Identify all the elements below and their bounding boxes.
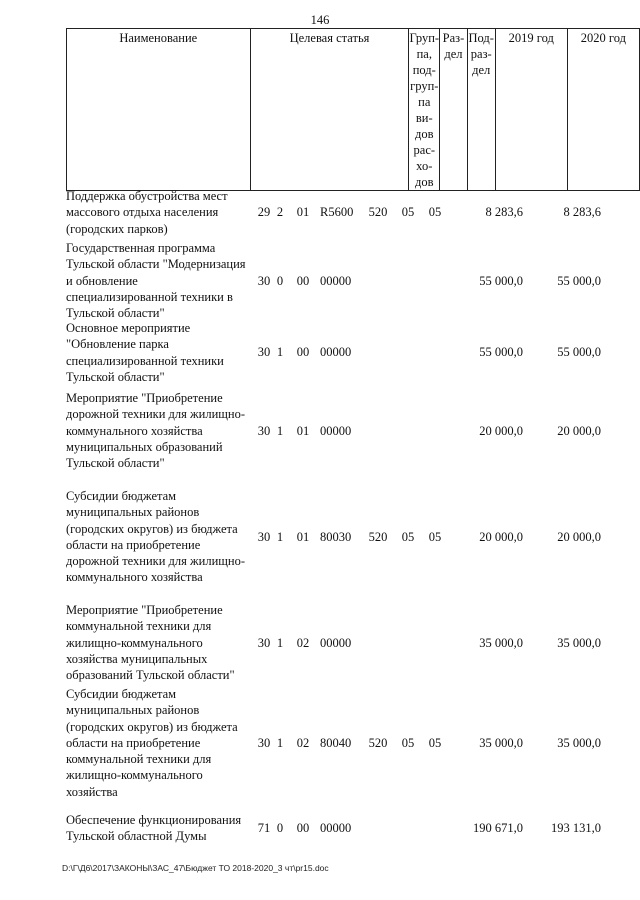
cell-amount-2020: 20 000,0 xyxy=(557,423,601,438)
row-name-line: Основное мероприятие xyxy=(66,321,191,335)
header-expense-group-line: под- xyxy=(412,63,436,77)
cell-subprogram-code: 1 xyxy=(276,735,284,750)
row-name xyxy=(66,686,256,800)
cell-subsection: 05 xyxy=(428,205,442,220)
header-subsection-line: Под- xyxy=(468,31,494,45)
table-row xyxy=(66,812,606,845)
header-subsection xyxy=(467,29,495,191)
cell-direction-code: 00000 xyxy=(320,345,352,360)
cell-program-code: 30 xyxy=(257,273,271,288)
cell-subprogram-code: 1 xyxy=(276,635,284,650)
row-name-line: Обеспечение функционирования xyxy=(66,813,242,827)
row-name-line: муниципальных районов xyxy=(66,703,200,718)
row-name-line: Мероприятие "Приобретение xyxy=(66,391,223,405)
header-subsection-line: раз- xyxy=(470,47,492,61)
cell-direction-code: 00000 xyxy=(320,635,352,650)
cell-subprogram-code: 2 xyxy=(276,205,284,220)
row-name-line: Субсидии бюджетам xyxy=(66,489,177,503)
table-row xyxy=(66,240,606,322)
row-name-line: муниципальных районов xyxy=(66,505,200,520)
table-row xyxy=(66,390,606,472)
row-name-line: хозяйства xyxy=(66,784,118,799)
row-name-line: Поддержка обустройства мест xyxy=(66,189,228,203)
row-name-line: области на приобретение xyxy=(66,537,201,552)
header-expense-group-line: дов xyxy=(415,127,434,141)
row-name xyxy=(66,240,256,321)
cell-amount-2019: 20 000,0 xyxy=(479,423,523,438)
header-expense-group-line: па, xyxy=(416,47,432,61)
cell-program-code: 30 xyxy=(257,635,271,650)
row-name-line: дорожной техники для жилищно- xyxy=(66,407,246,422)
row-name xyxy=(66,390,256,471)
header-year-2019: 2019 год xyxy=(495,29,567,191)
row-name-line: Мероприятие "Приобретение xyxy=(66,603,223,617)
page-number: 146 xyxy=(310,13,330,27)
header-expense-group-line: груп- xyxy=(410,79,439,93)
cell-amount-2019: 55 000,0 xyxy=(479,345,523,360)
cell-expense-group: 520 xyxy=(368,205,388,220)
cell-main-event-code: 00 xyxy=(296,821,310,836)
cell-direction-code: 00000 xyxy=(320,273,352,288)
cell-direction-code: 80040 xyxy=(320,735,352,750)
header-expense-group-line: хо- xyxy=(416,159,433,173)
cell-direction-code: 80030 xyxy=(320,529,352,544)
header-section-line: Раз- xyxy=(442,31,465,45)
cell-direction-code: 00000 xyxy=(320,423,352,438)
cell-subsection: 05 xyxy=(428,735,442,750)
cell-main-event-code: 02 xyxy=(296,735,310,750)
cell-amount-2020: 35 000,0 xyxy=(557,735,601,750)
header-target-article: Целевая статья xyxy=(250,29,409,191)
table-row xyxy=(66,602,606,684)
row-name-line: специализированной техники в xyxy=(66,289,233,304)
row-name xyxy=(66,488,256,586)
row-name-line: массового отдыха населения xyxy=(66,205,219,220)
row-name-line: и обновление xyxy=(66,273,138,288)
row-name-line: Тульской области" xyxy=(66,306,165,321)
row-name-line: муниципальных образований xyxy=(66,439,223,454)
header-expense-group xyxy=(409,29,440,191)
row-name-line: коммунальной техники для xyxy=(66,619,212,634)
table-row xyxy=(66,488,606,586)
header-expense-group-line: дов xyxy=(415,175,434,189)
cell-section: 05 xyxy=(401,529,415,544)
cell-amount-2019: 35 000,0 xyxy=(479,635,523,650)
row-name-line: хозяйства муниципальных xyxy=(66,651,208,666)
cell-program-code: 30 xyxy=(257,423,271,438)
cell-amount-2019: 8 283,6 xyxy=(485,205,523,220)
row-name-line: (городских округов) из бюджета xyxy=(66,719,238,734)
cell-expense-group: 520 xyxy=(368,529,388,544)
cell-subprogram-code: 0 xyxy=(276,273,284,288)
header-subsection-line: дел xyxy=(472,63,491,77)
cell-amount-2020: 193 131,0 xyxy=(551,821,601,836)
cell-main-event-code: 00 xyxy=(296,273,310,288)
cell-subsection: 05 xyxy=(428,529,442,544)
cell-program-code: 30 xyxy=(257,735,271,750)
row-name-line: Субсидии бюджетам xyxy=(66,687,177,701)
row-name xyxy=(66,602,256,683)
row-name-line: жилищно-коммунального xyxy=(66,768,203,783)
cell-main-event-code: 01 xyxy=(296,529,310,544)
cell-amount-2020: 20 000,0 xyxy=(557,529,601,544)
row-name-line: жилищно-коммунального xyxy=(66,635,203,650)
table-row xyxy=(66,320,606,385)
footer-file-path: D:\Г\Д6\2017\ЗАКОНЫ\ЗАС_47\Бюджет ТО 2018-2020_3 чт\pr15.doc xyxy=(62,863,329,873)
row-name-line: коммунальной техники для xyxy=(66,752,212,767)
row-name-line: Тульской областной Думы xyxy=(66,829,207,844)
cell-amount-2019: 190 671,0 xyxy=(473,821,523,836)
row-name-line: Тульской области" xyxy=(66,369,165,384)
row-name-line: Государственная программа xyxy=(66,241,216,255)
row-name xyxy=(66,188,256,237)
cell-subprogram-code: 1 xyxy=(276,423,284,438)
cell-program-code: 30 xyxy=(257,345,271,360)
cell-direction-code: R5600 xyxy=(320,205,354,220)
cell-program-code: 30 xyxy=(257,529,271,544)
cell-main-event-code: 00 xyxy=(296,345,310,360)
cell-subprogram-code: 1 xyxy=(276,529,284,544)
row-name-line: "Обновление парка xyxy=(66,337,169,352)
cell-subprogram-code: 1 xyxy=(276,345,284,360)
cell-subprogram-code: 0 xyxy=(276,821,284,836)
cell-amount-2020: 8 283,6 xyxy=(563,205,601,220)
cell-section: 05 xyxy=(401,735,415,750)
cell-amount-2019: 20 000,0 xyxy=(479,529,523,544)
header-expense-group-line: рас- xyxy=(413,143,436,157)
table-row xyxy=(66,686,606,800)
cell-direction-code: 00000 xyxy=(320,821,352,836)
row-name-line: Тульской области "Модернизация xyxy=(66,257,246,272)
header-expense-group-line: па ви- xyxy=(415,95,433,125)
cell-main-event-code: 02 xyxy=(296,635,310,650)
cell-amount-2019: 35 000,0 xyxy=(479,735,523,750)
row-name xyxy=(66,320,256,385)
cell-amount-2019: 55 000,0 xyxy=(479,273,523,288)
cell-program-code: 29 xyxy=(257,205,271,220)
header-expense-group-line: Груп- xyxy=(409,31,440,45)
row-name-line: (городских парков) xyxy=(66,221,168,236)
cell-amount-2020: 55 000,0 xyxy=(557,345,601,360)
row-name-line: образований Тульской области" xyxy=(66,668,235,683)
row-name-line: специализированной техники xyxy=(66,353,224,368)
cell-main-event-code: 01 xyxy=(296,205,310,220)
header-year-2020: 2020 год xyxy=(567,29,639,191)
header-name: Наименование xyxy=(67,29,251,191)
header-section-line: дел xyxy=(444,47,463,61)
cell-amount-2020: 55 000,0 xyxy=(557,273,601,288)
row-name-line: (городских округов) из бюджета xyxy=(66,521,238,536)
row-name-line: дорожной техники для жилищно- xyxy=(66,554,246,569)
table-header xyxy=(66,28,640,191)
cell-program-code: 71 xyxy=(257,821,271,836)
cell-expense-group: 520 xyxy=(368,735,388,750)
cell-amount-2020: 35 000,0 xyxy=(557,635,601,650)
header-section xyxy=(440,29,468,191)
cell-section: 05 xyxy=(401,205,415,220)
row-name-line: области на приобретение xyxy=(66,735,201,750)
table-row xyxy=(66,188,606,237)
cell-main-event-code: 01 xyxy=(296,423,310,438)
row-name-line: Тульской области" xyxy=(66,456,165,471)
row-name-line: коммунального хозяйства xyxy=(66,423,203,438)
row-name-line: коммунального хозяйства xyxy=(66,570,203,585)
row-name xyxy=(66,812,256,845)
